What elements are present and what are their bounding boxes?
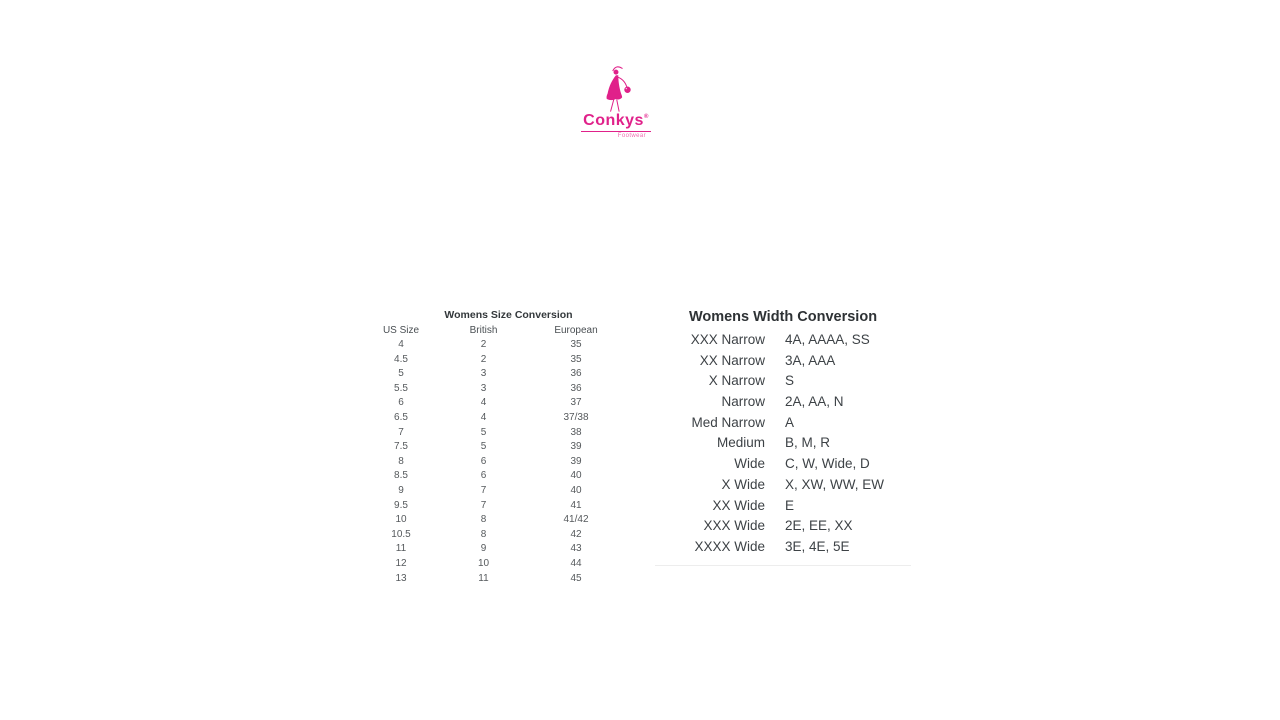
size-table-cell: 38 xyxy=(570,426,582,438)
size-table-cell: 8 xyxy=(398,455,404,467)
width-table-row xyxy=(655,537,911,558)
width-table-rows xyxy=(655,330,911,566)
size-table-cell: 4 xyxy=(480,397,487,409)
width-name-cell: Medium xyxy=(716,435,765,451)
size-table-cell: 36 xyxy=(570,382,582,394)
size-table-cell: 3 xyxy=(480,368,487,380)
size-table-cell: 40 xyxy=(570,484,582,496)
brand-tagline: Footwear xyxy=(617,133,646,139)
size-table-cell: 4 xyxy=(480,411,487,423)
width-table-row xyxy=(655,475,911,496)
width-name-cell: XXXX Wide xyxy=(694,538,765,554)
width-table-title: Womens Width Conversion xyxy=(688,309,878,325)
width-name-cell: XX Narrow xyxy=(699,352,765,368)
size-table-cell: 4 xyxy=(398,339,404,350)
size-table-cell: 6 xyxy=(480,455,487,467)
width-codes-cell: 2E, EE, XX xyxy=(785,518,853,534)
size-table-cell: 7 xyxy=(398,426,404,438)
width-table-row xyxy=(655,454,911,475)
width-name-cell: XXX Narrow xyxy=(690,332,765,347)
size-table-cell: 6 xyxy=(480,470,487,482)
size-table-cell: 10 xyxy=(395,514,407,526)
width-name-cell: X Narrow xyxy=(708,373,765,389)
size-table-cell: 12 xyxy=(395,557,407,569)
size-table-cell: 2 xyxy=(480,353,487,365)
size-table-cell: 5 xyxy=(480,426,487,438)
size-table-cell: 8 xyxy=(480,528,487,540)
width-table-row xyxy=(655,433,911,454)
size-table-cell: 5 xyxy=(480,441,487,453)
size-table-cell: 42 xyxy=(570,528,582,540)
width-table-row xyxy=(655,351,911,372)
width-table-row xyxy=(655,496,911,517)
size-table-cell: 3 xyxy=(480,382,487,394)
size-col-header-european: European xyxy=(554,325,598,336)
size-table-cell: 11 xyxy=(478,572,489,584)
size-table-cell: 7.5 xyxy=(394,441,408,453)
size-table-cell: 2 xyxy=(480,339,487,350)
size-table-cell: 8.5 xyxy=(394,470,408,482)
registered-mark: ® xyxy=(643,114,649,120)
size-table-cell: 11 xyxy=(395,543,407,555)
width-table-row xyxy=(655,392,911,413)
width-codes-cell: 3A, AAA xyxy=(785,352,836,368)
size-table-cell: 5 xyxy=(398,368,404,380)
size-table-cell: 39 xyxy=(570,455,582,467)
size-table-cell: 13 xyxy=(395,572,407,584)
width-codes-cell: A xyxy=(785,414,795,430)
size-table-cell: 10 xyxy=(477,557,490,569)
size-table-cell: 10.5 xyxy=(391,528,411,540)
width-codes-cell: S xyxy=(785,373,795,389)
size-table-cell: 7 xyxy=(480,484,487,496)
size-table-cell: 9.5 xyxy=(394,499,408,511)
womens-size-conversion-table xyxy=(366,308,621,586)
size-table-cell: 8 xyxy=(480,514,487,526)
size-table-cell: 41 xyxy=(570,499,582,511)
width-table-row xyxy=(655,516,911,537)
width-name-cell: Narrow xyxy=(721,394,765,410)
width-name-cell: X Wide xyxy=(721,476,765,492)
width-codes-cell: 3E, 4E, 5E xyxy=(785,538,850,554)
width-name-cell: Med Narrow xyxy=(691,414,765,430)
size-col-header-british: British xyxy=(469,325,498,336)
fashion-woman-icon xyxy=(588,66,644,112)
width-table-row xyxy=(655,330,911,351)
size-table-cell: 40 xyxy=(570,470,582,482)
width-codes-cell: X, XW, WW, EW xyxy=(785,476,884,492)
size-table-cell: 4.5 xyxy=(394,353,408,365)
size-table-cell: 7 xyxy=(480,499,487,511)
size-table-cell: 35 xyxy=(570,339,582,350)
size-table-title: Womens Size Conversion xyxy=(444,309,573,321)
width-codes-cell: 4A, AAAA, SS xyxy=(785,332,870,347)
size-table-cell: 36 xyxy=(570,368,582,380)
brand-logo[interactable] xyxy=(580,66,652,139)
width-codes-cell: E xyxy=(785,497,795,513)
size-table-cell: 44 xyxy=(570,557,582,569)
width-table-row xyxy=(655,371,911,392)
size-table-cell: 37/38 xyxy=(563,411,589,423)
size-table-grid xyxy=(366,323,621,586)
size-table-cell: 43 xyxy=(570,543,582,555)
width-codes-cell: B, M, R xyxy=(785,435,831,451)
size-table-cell: 39 xyxy=(570,441,582,453)
size-table-cell: 9 xyxy=(398,484,404,496)
womens-width-conversion-table xyxy=(655,308,911,566)
size-table-cell: 41/42 xyxy=(563,514,589,526)
width-name-cell: XXX Wide xyxy=(703,518,765,534)
size-table-cell: 9 xyxy=(480,543,487,555)
width-name-cell: XX Wide xyxy=(712,497,765,513)
size-table-cell: 6 xyxy=(398,397,404,409)
brand-name: Conkys® xyxy=(581,113,651,132)
size-table-cell: 45 xyxy=(570,572,582,584)
width-name-cell: Wide xyxy=(734,456,765,472)
size-col-header-us: US Size xyxy=(382,325,420,336)
size-table-cell: 37 xyxy=(570,397,582,409)
size-table-cell: 35 xyxy=(570,353,582,365)
width-table-row xyxy=(655,413,911,434)
size-table-cell: 6.5 xyxy=(394,411,408,423)
width-codes-cell: C, W, Wide, D xyxy=(785,456,870,472)
size-table-cell: 5.5 xyxy=(394,382,408,394)
width-codes-cell: 2A, AA, N xyxy=(785,394,844,410)
